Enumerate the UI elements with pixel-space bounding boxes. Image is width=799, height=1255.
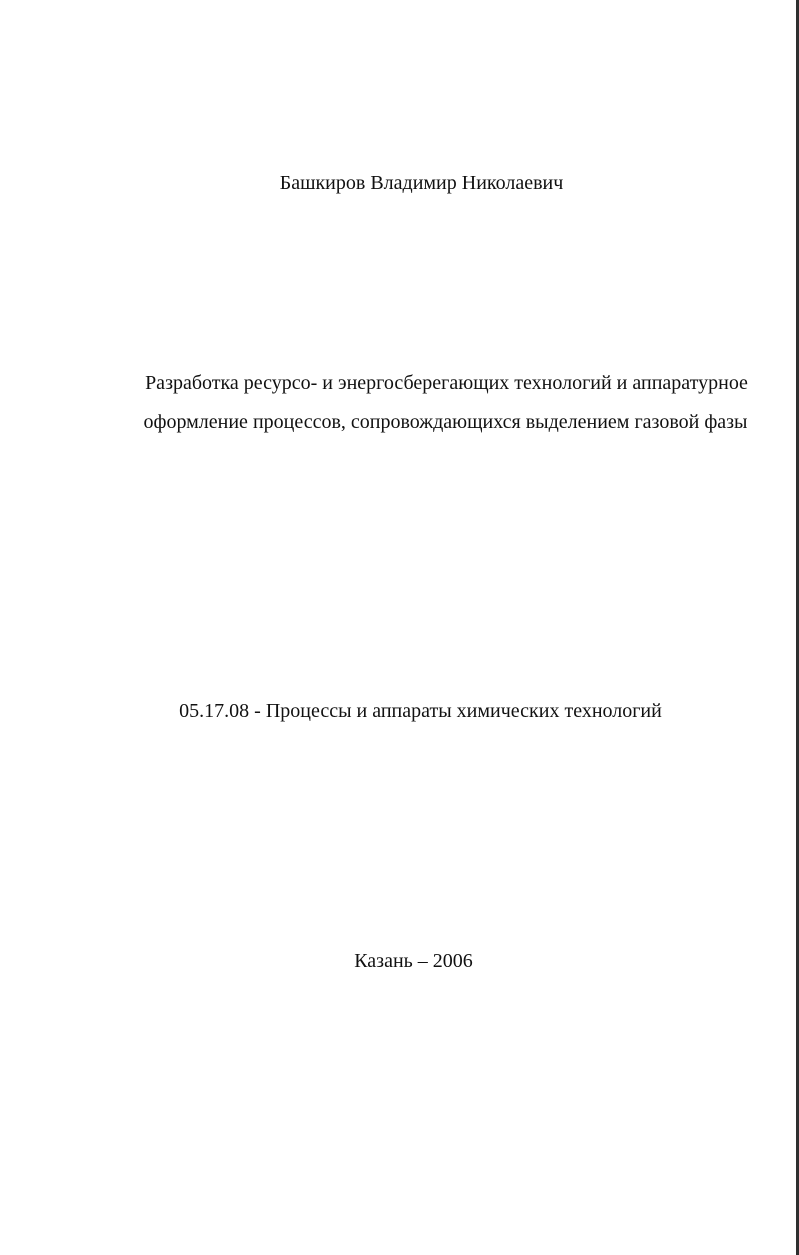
- author-name: Башкиров Владимир Николаевич: [279, 172, 564, 194]
- title-line-1: Разработка ресурсо- и энергосберегающих технологий и аппаратурное: [145, 372, 748, 394]
- city-year: Казань – 2006: [354, 950, 473, 972]
- specialty-code: 05.17.08 - Процессы и аппараты химических технологий: [179, 700, 662, 722]
- title-line-2: оформление процессов, сопровождающихся выделением газовой фазы: [143, 411, 748, 433]
